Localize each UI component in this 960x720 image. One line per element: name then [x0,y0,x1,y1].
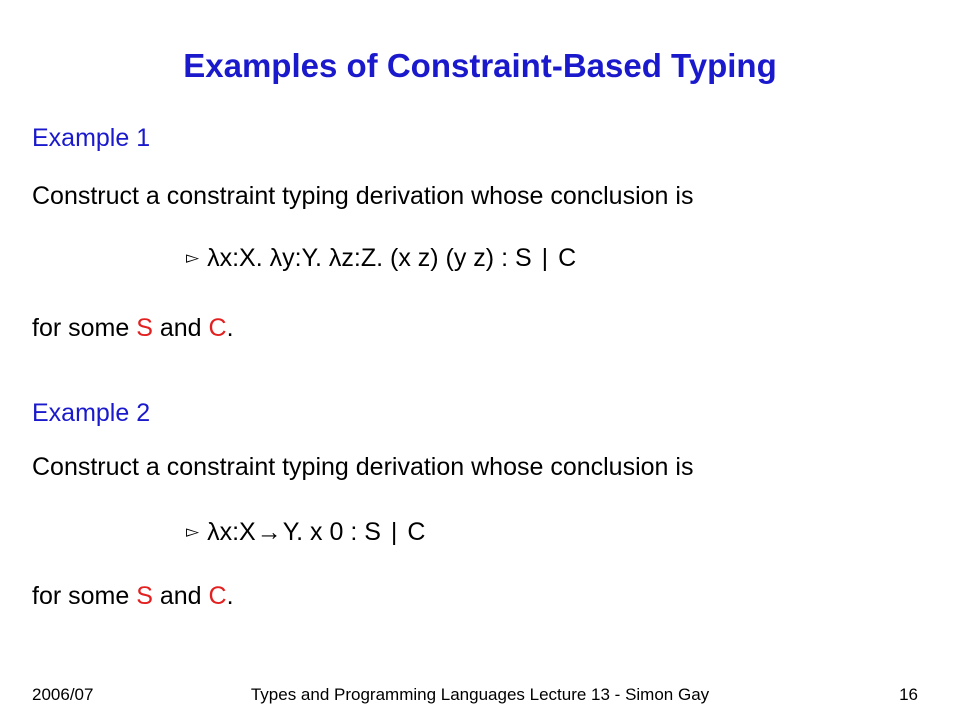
arrow-icon: → [256,518,282,546]
closing-and: and [152,314,209,342]
closing-c: C [208,314,227,342]
example-1-bar: | [541,244,549,272]
footer-course: Types and Programming Languages Lecture 13 - Simon Gay [250,685,710,704]
footer-date: 2006/07 [32,685,94,704]
closing-period: . [226,314,234,342]
example-1-type-var: S [514,244,532,272]
closing-s: S [136,314,153,342]
turnstile-symbol: ▻ [186,248,200,267]
example-2-intro: Construct a constraint typing derivation whose conclusion is [32,453,694,481]
closing-period: . [226,582,234,610]
closing-pre: for some [32,582,137,610]
example-1-closing [32,314,234,343]
example-2-heading: Example 2 [32,399,151,427]
footer-page-number: 16 [899,685,918,704]
example-1-heading: Example 1 [32,124,151,152]
example-1-term: λx:X. λy:Y. λz:Z. (x z) (y z) : [207,244,515,272]
example-2-closing [32,582,234,611]
example-2-term-post: Y. x 0 : [282,518,365,546]
closing-s: S [136,582,153,610]
closing-and: and [152,582,209,610]
example-2-type-var: S [364,518,381,546]
example-1-constraint-var: C [558,244,577,272]
example-2-constraint-var: C [407,518,426,546]
example-2-term-pre: λx:X [207,518,256,546]
example-2-bar: | [390,518,398,546]
example-1-intro: Construct a constraint typing derivation whose conclusion is [32,182,694,210]
closing-c: C [208,582,227,610]
example-2-formula [186,518,425,547]
example-1-formula [186,244,576,273]
slide-title: Examples of Constraint-Based Typing [183,47,777,84]
turnstile-symbol: ▻ [186,522,200,541]
closing-pre: for some [32,314,137,342]
